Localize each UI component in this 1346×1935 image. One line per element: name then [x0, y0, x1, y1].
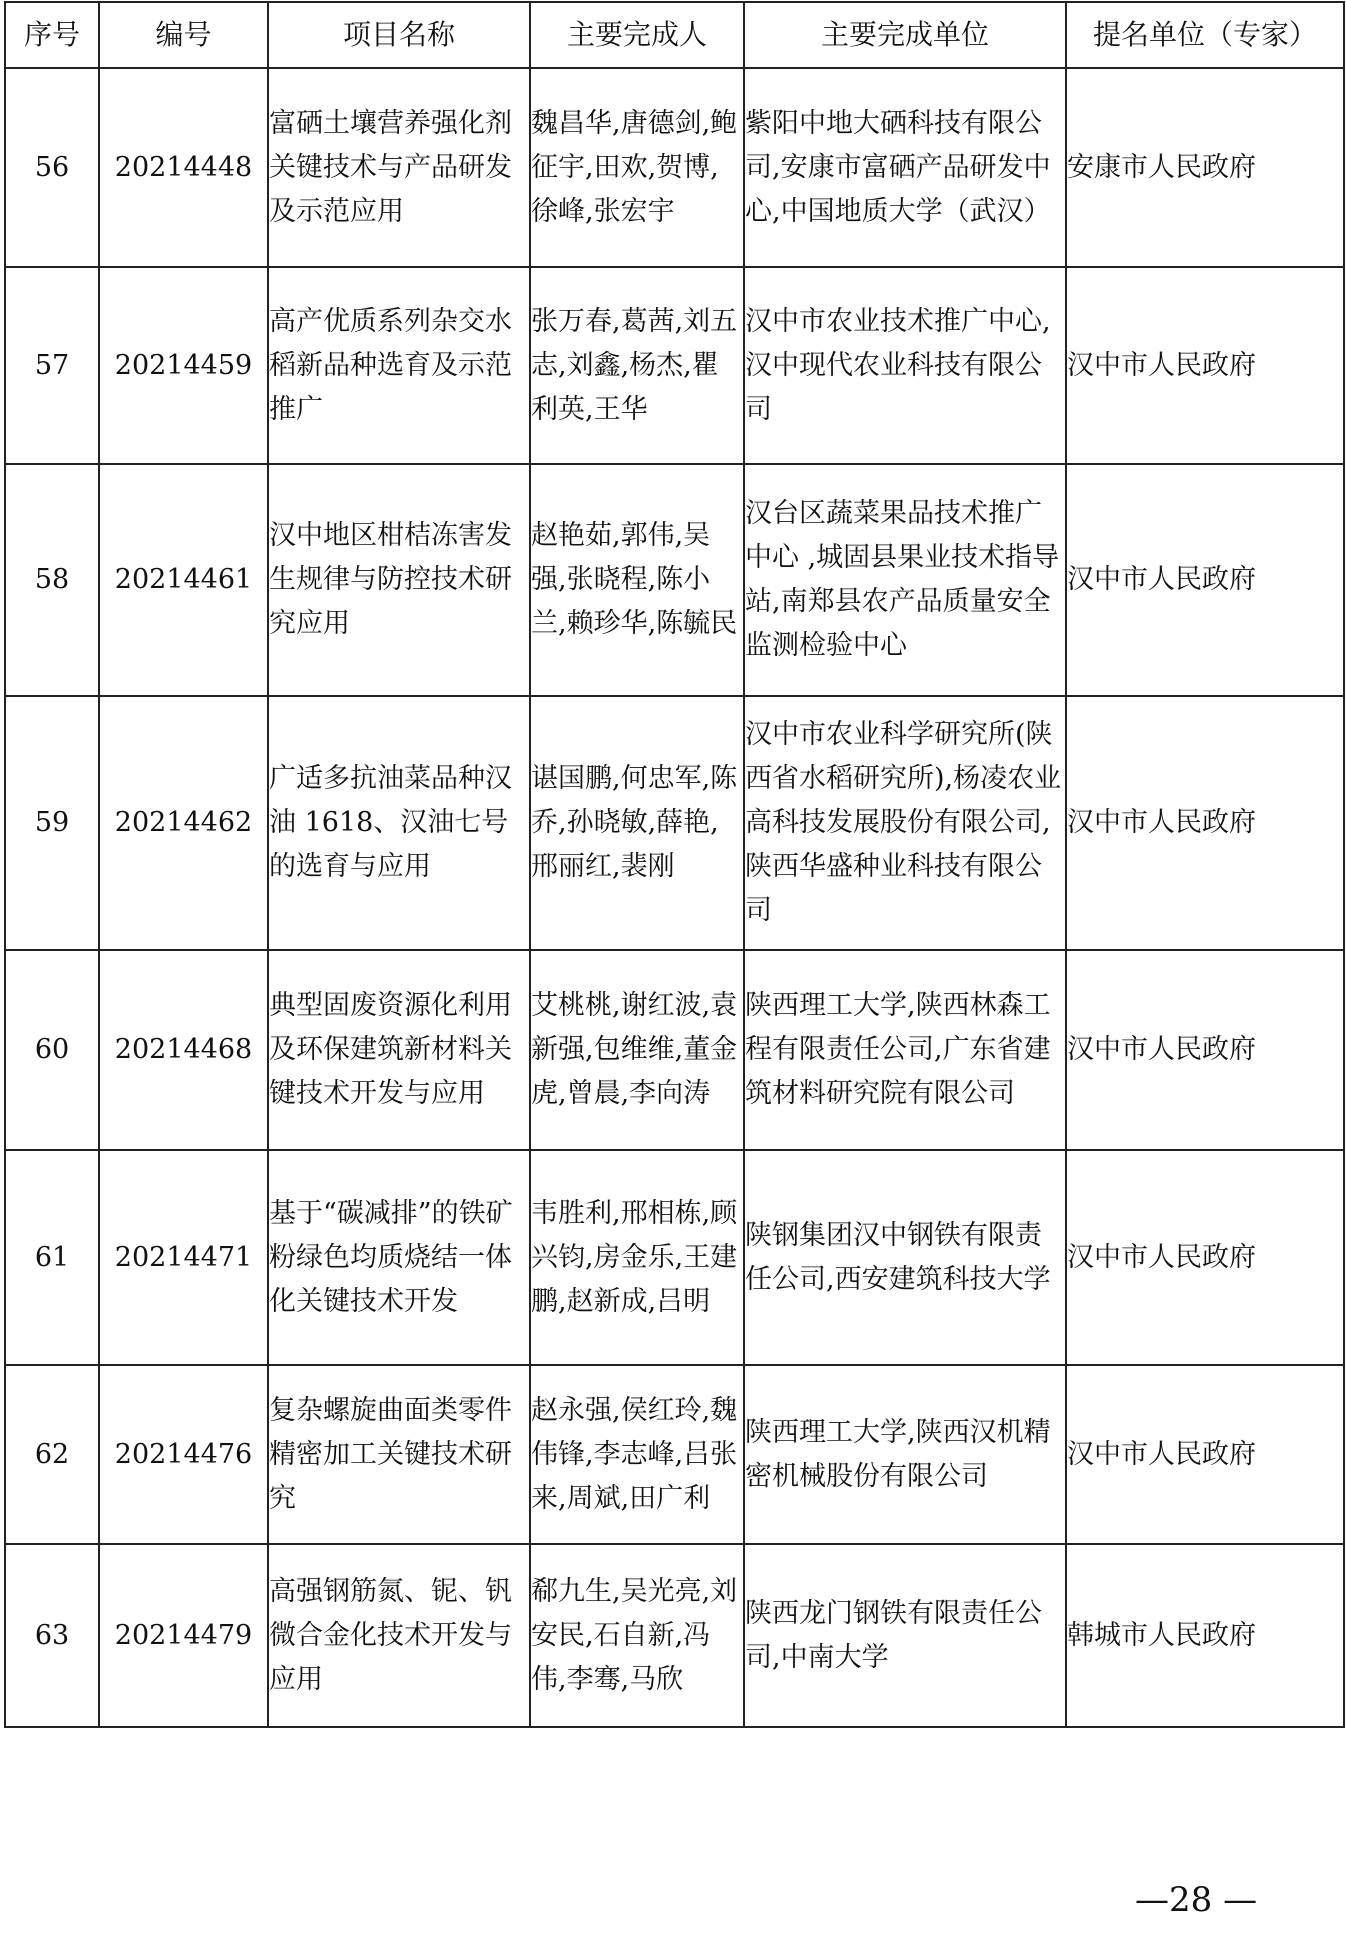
projects-table — [4, 1, 1345, 1728]
cell-nominator: 汉中市人民政府 — [1066, 1365, 1344, 1544]
cell-serial-number: 63 — [5, 1544, 99, 1727]
cell-project-name: 富硒土壤营养强化剂关键技术与产品研发及示范应用 — [268, 68, 530, 267]
table-row — [5, 1150, 1344, 1365]
cell-serial-number: 58 — [5, 464, 99, 696]
cell-serial-number: 59 — [5, 696, 99, 950]
cell-main-units: 陕西龙门钢铁有限责任公司,中南大学 — [744, 1544, 1066, 1727]
table-header-row — [5, 2, 1344, 68]
cell-main-contributors: 赵永强,侯红玲,魏伟锋,李志峰,吕张来,周斌,田广利 — [530, 1365, 744, 1544]
cell-main-units: 汉台区蔬菜果品技术推广中心 ,城固县果业技术指导站,南郑县农产品质量安全监测检验中心 — [744, 464, 1066, 696]
cell-main-units: 紫阳中地大硒科技有限公司,安康市富硒产品研发中心,中国地质大学（武汉） — [744, 68, 1066, 267]
cell-main-units: 陕西理工大学,陕西汉机精密机械股份有限公司 — [744, 1365, 1066, 1544]
cell-project-name: 典型固废资源化利用及环保建筑新材料关键技术开发与应用 — [268, 950, 530, 1150]
cell-nominator: 汉中市人民政府 — [1066, 267, 1344, 464]
cell-nominator: 韩城市人民政府 — [1066, 1544, 1344, 1727]
cell-project-name: 高产优质系列杂交水稻新品种选育及示范推广 — [268, 267, 530, 464]
cell-code: 20214476 — [99, 1365, 268, 1544]
cell-main-units: 陕西理工大学,陕西林森工程有限责任公司,广东省建筑材料研究院有限公司 — [744, 950, 1066, 1150]
header-serial-number: 序号 — [5, 2, 99, 68]
cell-nominator: 安康市人民政府 — [1066, 68, 1344, 267]
cell-serial-number: 57 — [5, 267, 99, 464]
cell-nominator: 汉中市人民政府 — [1066, 464, 1344, 696]
cell-serial-number: 62 — [5, 1365, 99, 1544]
table-row — [5, 267, 1344, 464]
table-row — [5, 950, 1344, 1150]
cell-nominator: 汉中市人民政府 — [1066, 696, 1344, 950]
cell-code: 20214468 — [99, 950, 268, 1150]
cell-serial-number: 61 — [5, 1150, 99, 1365]
cell-serial-number: 60 — [5, 950, 99, 1150]
cell-main-units: 汉中市农业技术推广中心,汉中现代农业科技有限公司 — [744, 267, 1066, 464]
cell-code: 20214479 — [99, 1544, 268, 1727]
header-main-contributors: 主要完成人 — [530, 2, 744, 68]
cell-main-contributors: 艾桃桃,谢红波,袁新强,包维维,董金虎,曾晨,李向涛 — [530, 950, 744, 1150]
cell-nominator: 汉中市人民政府 — [1066, 950, 1344, 1150]
page-number: —28 — — [1135, 1880, 1258, 1920]
cell-main-contributors: 郗九生,吴光亮,刘安民,石自新,冯伟,李骞,马欣 — [530, 1544, 744, 1727]
cell-nominator: 汉中市人民政府 — [1066, 1150, 1344, 1365]
cell-main-contributors: 谌国鹏,何忠军,陈乔,孙晓敏,薛艳,邢丽红,裴刚 — [530, 696, 744, 950]
cell-main-units: 汉中市农业科学研究所(陕西省水稻研究所),杨凌农业高科技发展股份有限公司,陕西华盛种业科技有限公司 — [744, 696, 1066, 950]
cell-code: 20214459 — [99, 267, 268, 464]
table-row — [5, 68, 1344, 267]
cell-project-name: 复杂螺旋曲面类零件精密加工关键技术研究 — [268, 1365, 530, 1544]
cell-main-contributors: 韦胜利,邢相栋,顾兴钧,房金乐,王建鹏,赵新成,吕明 — [530, 1150, 744, 1365]
cell-code: 20214448 — [99, 68, 268, 267]
header-project-name: 项目名称 — [268, 2, 530, 68]
cell-main-contributors: 魏昌华,唐德剑,鲍征宇,田欢,贺博,徐峰,张宏宇 — [530, 68, 744, 267]
cell-main-units: 陕钢集团汉中钢铁有限责任公司,西安建筑科技大学 — [744, 1150, 1066, 1365]
header-main-units: 主要完成单位 — [744, 2, 1066, 68]
cell-code: 20214461 — [99, 464, 268, 696]
header-nominator: 提名单位（专家） — [1066, 2, 1344, 68]
cell-code: 20214462 — [99, 696, 268, 950]
header-code: 编号 — [99, 2, 268, 68]
table-row — [5, 464, 1344, 696]
table-row — [5, 696, 1344, 950]
cell-main-contributors: 赵艳茹,郭伟,吴强,张晓程,陈小兰,赖珍华,陈毓民 — [530, 464, 744, 696]
cell-project-name: 高强钢筋氮、铌、钒微合金化技术开发与应用 — [268, 1544, 530, 1727]
cell-code: 20214471 — [99, 1150, 268, 1365]
cell-project-name: 广适多抗油菜品种汉油 1618、汉油七号的选育与应用 — [268, 696, 530, 950]
cell-project-name: 汉中地区柑桔冻害发生规律与防控技术研究应用 — [268, 464, 530, 696]
cell-project-name: 基于“碳减排”的铁矿粉绿色均质烧结一体化关键技术开发 — [268, 1150, 530, 1365]
cell-main-contributors: 张万春,葛茜,刘五志,刘鑫,杨杰,瞿利英,王华 — [530, 267, 744, 464]
table-row — [5, 1544, 1344, 1727]
table-row — [5, 1365, 1344, 1544]
cell-serial-number: 56 — [5, 68, 99, 267]
